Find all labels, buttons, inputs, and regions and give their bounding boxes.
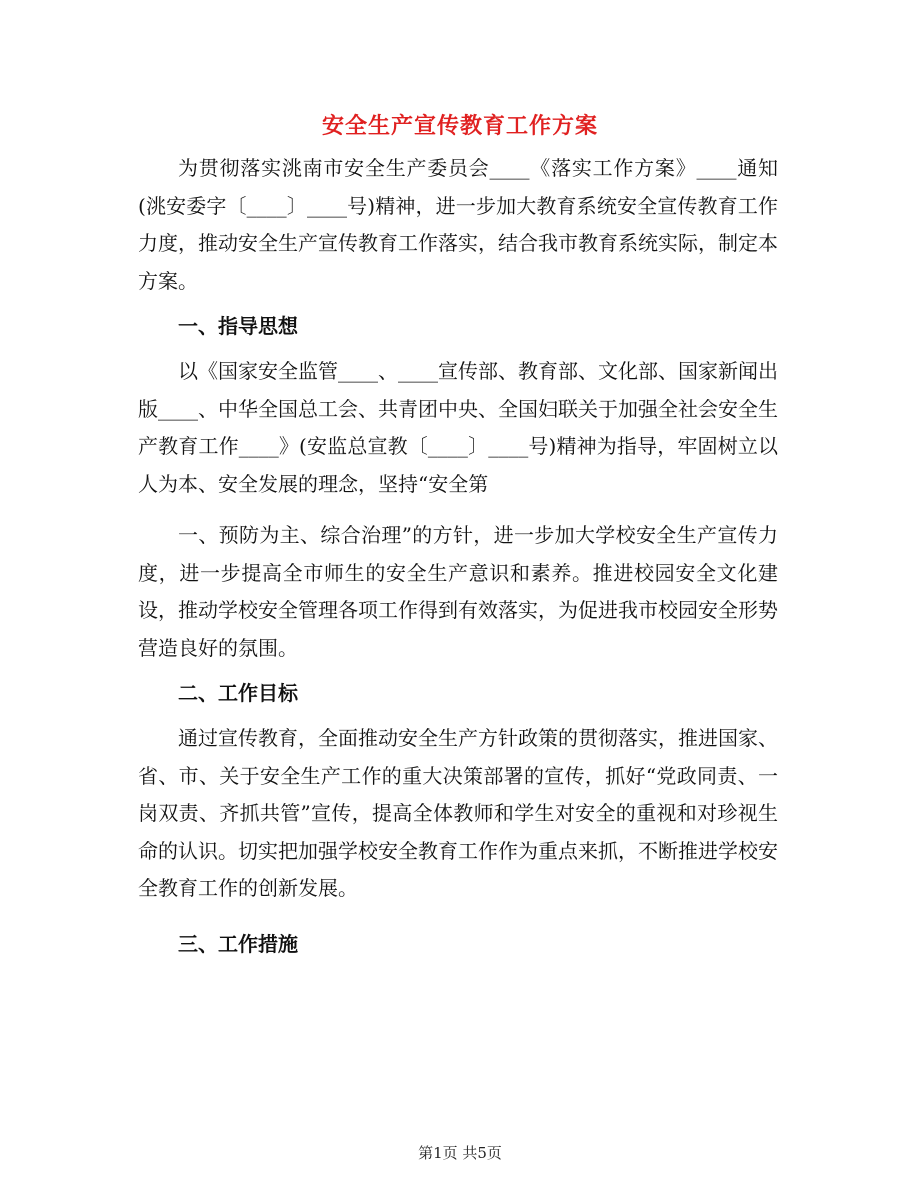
section-heading-work-measures: 三、工作措施 [178,931,298,956]
guiding-thought-paragraph: 以《国家安全监管____、____宣传部、教育部、文化部、国家新闻出版____、中华全国总工会、共青团中央、全国妇联关于加强全社会安全生产教育工作____》(安监总宣教〔____〕____号)精神为指导，牢固树立以人为本、安全发展的理念，坚持“安全第 [138,359,778,496]
prevention-paragraph: 一、预防为主、综合治理”的方针，进一步加大学校安全生产宣传力度，进一步提高全市师生的安全生产意识和素养。推进校园安全文化建设，推动学校安全管理各项工作得到有效落实，为促进我市校园安全形势营造良好的氛围。 [138,523,778,660]
intro-paragraph: 为贯彻落实洮南市安全生产委员会____《落实工作方案》____通知(洮安委字〔____〕____号)精神，进一步加大教育系统安全宣传教育工作力度，推动安全生产宣传教育工作落实，结合我市教育系统实际，制定本方案。 [138,156,778,293]
document-title: 安全生产宣传教育工作方案 [321,113,598,139]
work-goals-paragraph: 通过宣传教育，全面推动安全生产方针政策的贯彻落实，推进国家、省、市、关于安全生产工作的重大决策部署的宣传，抓好“党政同责、一岗双责、齐抓共管”宣传，提高全体教师和学生对安全的重视和对珍视生命的认识。切实把加强学校安全教育工作作为重点来抓，不断推进学校安全教育工作的创新发展。 [138,726,778,900]
document-body [138,150,778,963]
section-heading-work-goals: 二、工作目标 [178,681,298,705]
section-heading-guiding-thought: 一、指导思想 [178,314,298,338]
page-number-footer: 第1页 共5页 [418,1144,502,1162]
